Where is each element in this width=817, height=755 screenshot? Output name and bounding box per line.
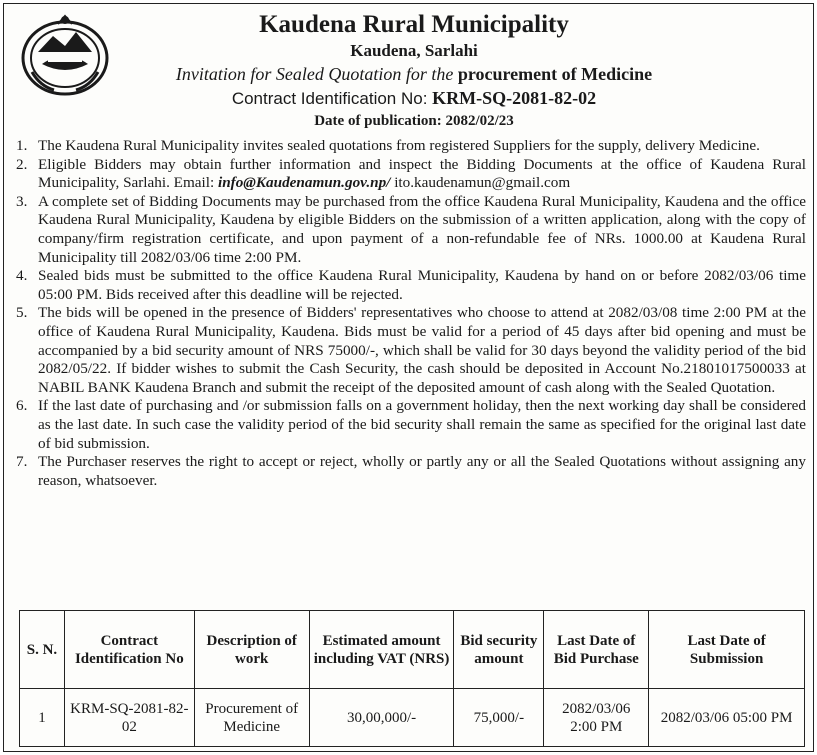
notice-page [3,3,814,752]
clause-text: The Kaudena Rural Municipality invites sealed quotations from registered Suppliers for the supply, delivery Medicine. [38,137,760,154]
table-header-row [20,611,805,689]
list-item [16,137,806,156]
clause-number: 1. [16,137,28,154]
clause-number: 2. [16,155,28,173]
column-header: Description of work [194,611,309,689]
clause-number: 4. [16,267,28,285]
list-item [16,156,806,193]
contract-label: Contract Identification No: [231,89,428,108]
clause-text [38,156,806,193]
table-row [20,689,805,747]
clause-number: 3. [16,192,28,210]
column-header: Estimated amount including VAT (NRS) [309,611,454,689]
clause-text: If the last date of purchasing and /or submission falls on a government holiday, then the next working day shall be considered as the last date. In such case the validity period of the bid security shall remain the same as specified for the original last date of bid submission. [38,397,806,452]
clause-text-part: Eligible Bidders may obtain further information and inspect the Bidding Documents at the office of Kaudena Rural Municipality, Sarlahi. Email: [38,155,806,192]
list-item [16,453,806,490]
table-cell: 1 [20,689,65,747]
publication-date: Date of publication: 2082/02/23 [314,113,514,129]
clause-text: A complete set of Bidding Documents may be purchased from the office Kaudena Rural Municipality, Kaudena and the office Kaudena Rural Municipality, Kaudena by eligible Bidders on the submission of a written application, along with the copy of company/firm registration certificate, and upon payment of a non-refundable fee of NRs. 1000.00 at Kaudena Rural Municipality till 2082/03/06 time 2:00 PM. [38,192,806,266]
invitation-line [104,62,724,86]
email-link[interactable]: info@Kaudenamun.gov.np/ [217,174,391,192]
notice-header [104,10,724,131]
contract-line [104,86,724,111]
table-cell: Procurement of Medicine [194,689,309,747]
list-item [16,193,806,267]
clause-text: Sealed bids must be submitted to the office Kaudena Rural Municipality, Kaudena by hand on or before 2082/03/06 time 05:00 PM. Bids received after this deadline will be rejected. [38,267,806,303]
table-cell: 2082/03/06 2:00 PM [544,689,649,747]
list-item [16,267,806,304]
column-header: Bid security amount [454,611,544,689]
column-header: Last Date of Submission [649,611,805,689]
column-header: S. N. [20,611,65,689]
invitation-bold: procurement of Medicine [457,64,653,84]
clause-text: The Purchaser reserves the right to accept or reject, wholly or partly any or all the Sealed Quotations without assigning any reason, whatsoever. [38,453,806,489]
clause-text: The bids will be opened in the presence of Bidders' representatives who choose to attend at 2082/03/08 time 2:00 PM at the office of Kaudena Rural Municipality, Kaudena. Bids must be valid for a period of 45 days after bid opening and must be accompanied by a bid security amount of NRS 75000/-, which shall be valid for 30 days beyond the validity period of the bid 2082/05/22. If bidder wishes to submit the Cash Security, the cash should be deposited in Account No.21801017500033 at NABIL BANK Kaudena Branch and submit the receipt of the deposited amount of cash along with the Sealed Quotation. [38,304,806,396]
bid-table [19,610,805,747]
list-item [16,397,806,453]
clause-number: 7. [16,453,28,471]
contract-number: KRM-SQ-2081-82-02 [432,88,597,108]
table-cell: 75,000/- [454,689,544,747]
table-cell: 30,00,000/- [309,689,454,747]
municipality-emblem-icon [18,12,112,98]
list-item [16,304,806,397]
page-title: Kaudena Rural Municipality [259,11,569,38]
clause-number: 6. [16,397,28,415]
table-cell: 2082/03/06 05:00 PM [649,689,805,747]
table-cell: KRM-SQ-2081-82-02 [64,689,194,747]
column-header: Last Date of Bid Purchase [544,611,649,689]
invitation-italic: Invitation for Sealed Quotation for the [175,64,454,84]
email-link-secondary[interactable]: ito.kaudenamun@gmail.com [394,174,571,192]
clause-number: 5. [16,304,28,322]
page-subtitle: Kaudena, Sarlahi [350,41,478,60]
clause-list [16,137,806,490]
column-header: Contract Identification No [64,611,194,689]
